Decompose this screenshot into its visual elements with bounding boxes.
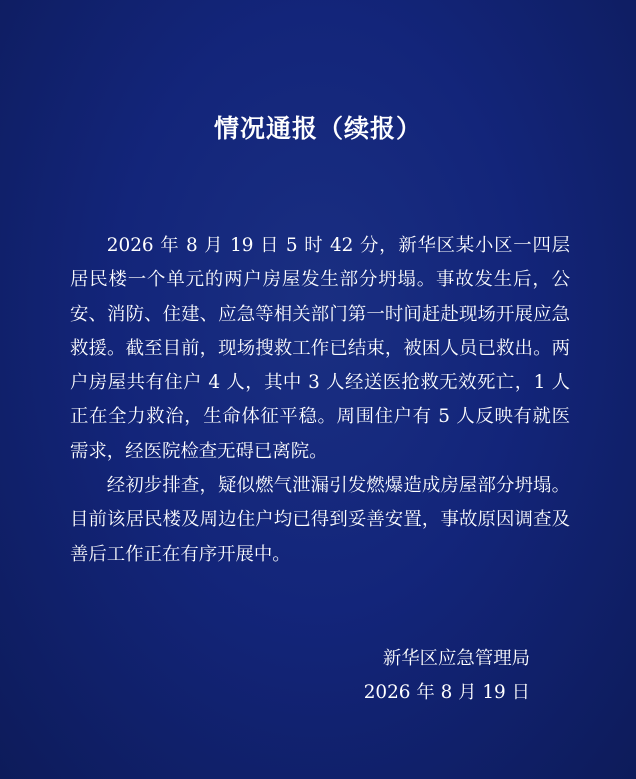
notice-paragraph: 经初步排查，疑似燃气泄漏引发燃爆造成房屋部分坍塌。目前该居民楼及周边住户均已得到妥善安置，事故原因调查及善后工作正在有序开展中。 xyxy=(70,475,570,565)
notice-title: 情况通报（续报） xyxy=(213,114,422,143)
signature-date: 2026 年 8 月 19 日 xyxy=(363,682,530,703)
notice-body xyxy=(70,229,570,572)
signature-organization: 新华区应急管理局 xyxy=(382,648,530,669)
notice-paragraph: 2026 年 8 月 19 日 5 时 42 分，新华区某小区一四层居民楼一个单元的两户房屋发生部分坍塌。事故发生后，公安、消防、住建、应急等相关部门第一时间赶赴现场开展应急救援。截至目前，现场搜救工作已结束，被困人员已救出。两户房屋共有住户 4 人，其中 3 人经送医抢救无效死亡，1 人正在全力救治，生命体征平稳。周围住户有 5 人反映有就医需求，经医院检查无碍已离院。 xyxy=(70,235,570,462)
